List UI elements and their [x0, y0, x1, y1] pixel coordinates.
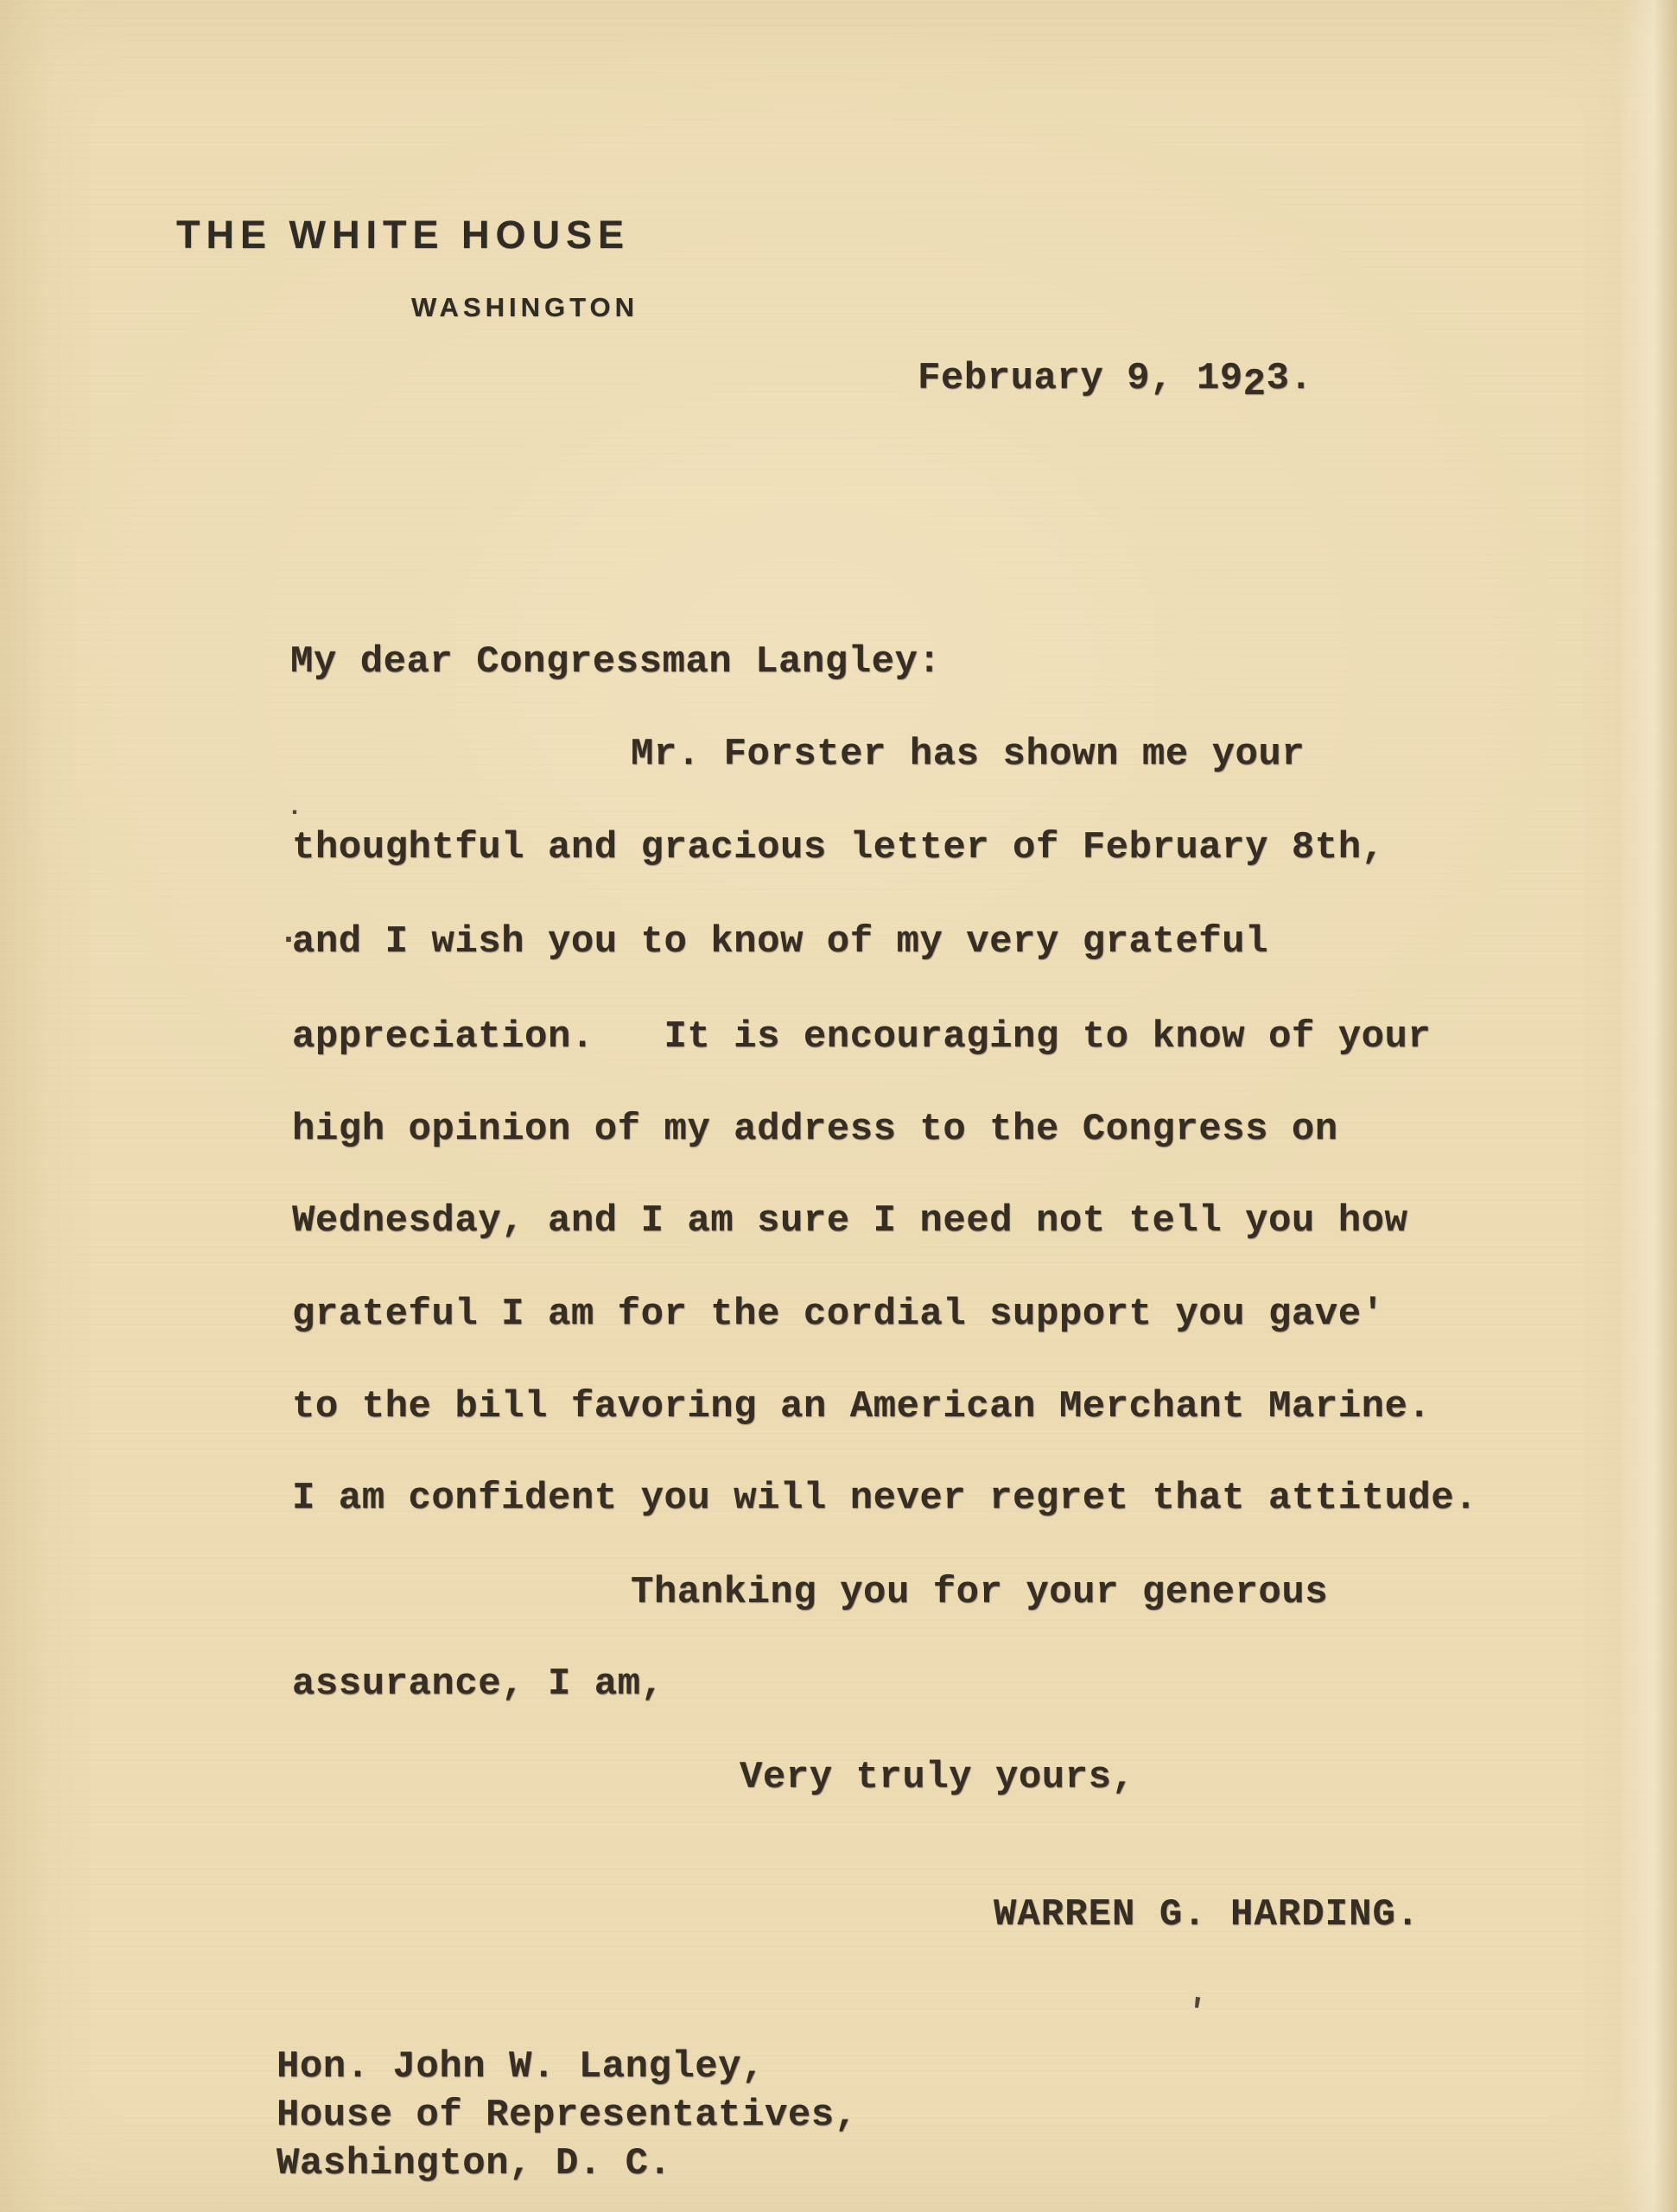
body-line: Mr. Forster has shown me your — [631, 733, 1305, 776]
letterhead-title: THE WHITE HOUSE — [176, 213, 631, 257]
recipient-city: Washington, D. C. — [276, 2142, 672, 2185]
date-line — [918, 356, 1313, 406]
body-line: Wednesday, and I am sure I need not tell you how — [292, 1199, 1408, 1243]
recipient-name: Hon. John W. Langley, — [276, 2045, 765, 2088]
body-line: and I wish you to know of my very grateful — [292, 920, 1268, 963]
recipient-institution: House of Representatives, — [276, 2094, 858, 2137]
body-line: grateful I am for the cordial support you gave' — [292, 1293, 1385, 1336]
typed-signature: WARREN G. HARDING. — [994, 1893, 1420, 1936]
ink-tick-artifact: ' — [1182, 1993, 1210, 2035]
ink-dot-artifact: . — [287, 793, 303, 823]
date-suffix: 3. — [1266, 357, 1313, 400]
body-line: high opinion of my address to the Congress on — [292, 1108, 1338, 1151]
body-line: appreciation. It is encouraging to know of your — [292, 1015, 1432, 1058]
ink-dot-artifact: . — [278, 914, 300, 953]
date-dropped-digit: 2 — [1242, 363, 1267, 406]
body-line: I am confident you will never regret that attitude. — [292, 1477, 1478, 1520]
body-line: to the bill favoring an American Merchant Marine. — [292, 1385, 1432, 1428]
body-line: assurance, I am, — [292, 1662, 664, 1706]
letterhead-subtitle: WASHINGTON — [411, 292, 638, 322]
closing-line: Very truly yours, — [740, 1756, 1135, 1799]
date-prefix: February 9, 19 — [918, 357, 1243, 400]
salutation: My dear Congressman Langley: — [290, 640, 942, 683]
body-line: thoughtful and gracious letter of February 8th, — [292, 826, 1385, 869]
body-line: Thanking you for your generous — [631, 1571, 1329, 1614]
